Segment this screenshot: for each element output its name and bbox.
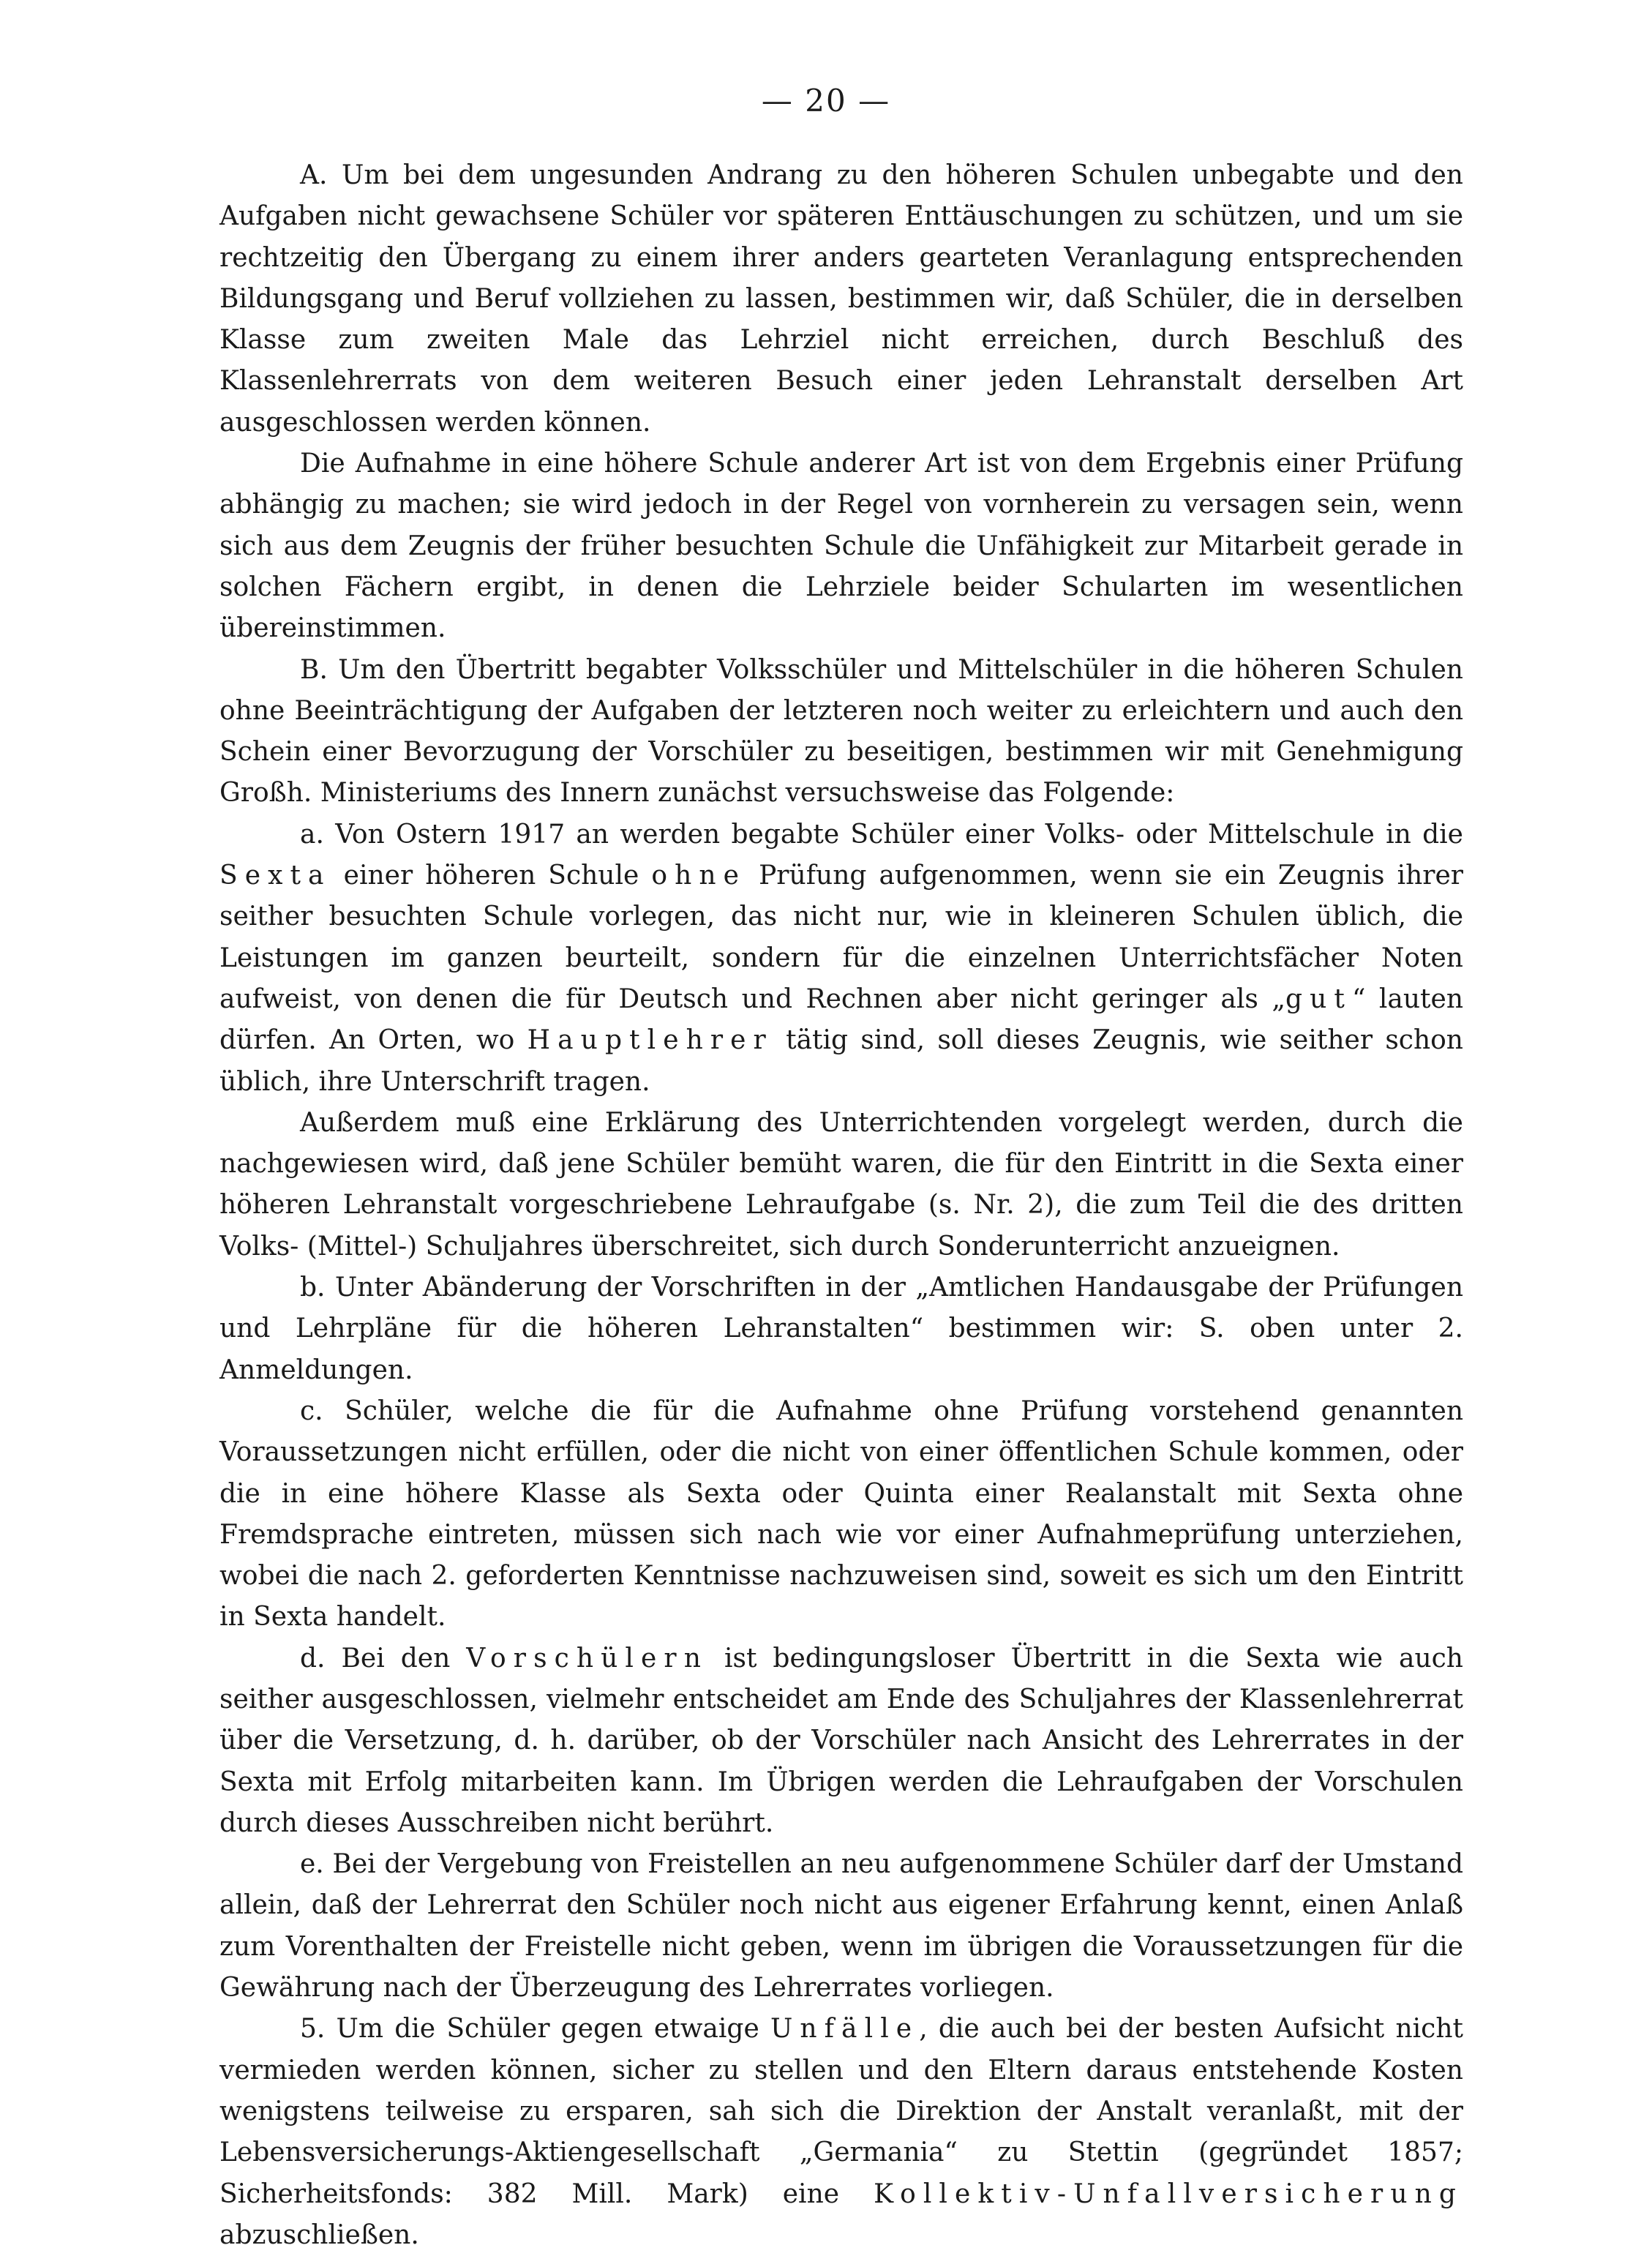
paragraph-a: A. Um bei dem ungesunden Andrang zu den höheren Schulen unbegabte und den Aufgaben nicht gewachsene Schüler vor späteren Enttäuschungen zu schützen, und um sie rechtzeitig den Übergang zu einem ihrer anders gearteten Veranlagung entsprechenden Bildungsgang und Beruf vollziehen zu lassen, bestimmen wir, daß Schüler, die in derselben Klasse zum zweiten Male das Lehrziel nicht erreichen, durch Beschluß des Klassenlehrerrats von dem weiteren Besuch einer jeden Lehranstalt derselben Art ausgeschlossen werden können. [219,160,1463,438]
text-run: abzuschließen. [219,2219,419,2250]
paragraph-b-d [219,1638,1463,1844]
body-text [219,155,1463,2256]
emphasis-kollektiv: Kollektiv-Unfallversicherung [874,2178,1463,2209]
text-run: tätig sind, soll dieses Zeugnis, wie seither schon üblich, ihre Unterschrift tragen. [219,1025,1463,1097]
text-run: Prüfung aufgenommen, wenn sie ein Zeugnis ihrer seither besuchten Schule vorlegen, das nicht nur, wie in kleineren Schulen üblich, die Leistungen im ganzen beurteilt, sondern für die einzelnen Unterrichtsfächer Noten aufweist, von denen die für Deutsch und Rechnen aber nicht geringer als „ [219,861,1463,1014]
paragraph-declaration: Außerdem muß eine Erklärung des Unterrichtenden vorgelegt werden, durch die nachgewiesen wird, daß jene Schüler bemüht waren, die für den Eintritt in die Sexta einer höheren Lehranstalt vorgeschriebene Lehraufgabe (s. Nr. 2), die zum Teil die des dritten Volks- (Mittel-) Schuljahres überschreitet, sich durch Sonderunterricht anzueignen. [219,1107,1463,1262]
emphasis-unfaelle: Unfälle [770,2014,920,2045]
text-run: “ lauten dürfen. An Orten, wo [219,983,1463,1056]
paragraph-b-e: e. Bei der Vergebung von Freistellen an neu aufgenommene Schüler darf der Umstand allein, daß der Lehrerrat den Schüler noch nicht aus eigener Erfahrung kennt, einen Anlaß zum Vorenthalten der Freistelle nicht geben, wenn im übrigen die Voraussetzungen für die Gewährung nach der Überzeugung des Lehrerrates vorliegen. [219,1849,1463,2004]
paragraph-b-b: b. Unter Abänderung der Vorschriften in der „Amtlichen Handausgabe der Prüfungen und Lehrpläne für die höheren Lehranstalten“ bestimmen wir: S. oben unter 2. Anmeldungen. [219,1273,1463,1385]
page-number: — 20 — [761,83,891,119]
text-run: 5. Um die Schüler gegen etwaige [300,2014,770,2045]
emphasis-gut: gut [1285,983,1352,1014]
paragraph-b-c: c. Schüler, welche die für die Aufnahme ohne Prüfung vorstehend genannten Voraussetzungen nicht erfüllen, oder die nicht von einer öffentlichen Schule kommen, oder die in eine höhere Klasse als Sexta oder Quinta einer Realanstalt mit Sexta ohne Fremdsprache eintreten, müssen sich nach wie vor einer Aufnahmeprüfung unterziehen, wobei die nach 2. geforderten Kenntnisse nachzuweisen sind, soweit es sich um den Eintritt in Sexta handelt. [219,1395,1463,1633]
emphasis-ohne: ohne [651,861,747,891]
emphasis-hauptlehrer: Hauptlehrer [527,1025,773,1056]
paragraph-b-a [219,814,1463,1103]
text-run: ist bedingungsloser Übertritt in die Sexta wie auch seither ausgeschlossen, vielmehr entscheidet am Ende des Schuljahres der Klassenlehrerrat über die Versetzung, d. h. darüber, ob der Vorschüler nach Ansicht des Lehrerrates in der Sexta mit Erfolg mitarbeiten kann. Im Übrigen werden die Lehraufgaben der Vorschulen durch dieses Ausschreiben nicht berührt. [219,1643,1463,1838]
text-run: a. Von Ostern 1917 an werden begabte Schüler einer Volks- oder Mittelschule in die [300,819,1463,850]
emphasis-sexta: Sexta [219,861,331,891]
text-run: einer höheren Schule [331,861,652,891]
text-run: , die auch bei der besten Aufsicht nicht vermieden werden können, sicher zu stellen und den Eltern daraus entstehende Kosten wenigstens teilweise zu ersparen, sah sich die Direktion der Anstalt veranlaßt, mit der Lebensversicherungs-Aktiengesellschaft „Germania“ zu Stettin (gegründet 1857; Sicherheitsfonds: 382 Mill. Mark) eine [219,2014,1463,2209]
emphasis-vorschuelern: Vorschülern [466,1643,708,1674]
paragraph-5 [219,2009,1463,2256]
text-run: d. Bei den [300,1643,467,1674]
paragraph-b: B. Um den Übertritt begabter Volksschüler und Mittelschüler in die höheren Schulen ohne Beeinträchtigung der Aufgaben der letzteren noch weiter zu erleichtern und auch den Schein einer Bevorzugung der Vorschüler zu beseitigen, bestimmen wir mit Genehmigung Großh. Ministeriums des Innern zunächst versuchsweise das Folgende: [219,654,1463,809]
paragraph-admission: Die Aufnahme in eine höhere Schule anderer Art ist von dem Ergebnis einer Prüfung abhängig zu machen; sie wird jedoch in der Regel von vornherein zu versagen sein, wenn sich aus dem Zeugnis der früher besuchten Schule die Unfähigkeit zur Mitarbeit gerade in solchen Fächern ergibt, in denen die Lehrziele beider Schularten im wesentlichen übereinstimmen. [219,449,1463,644]
